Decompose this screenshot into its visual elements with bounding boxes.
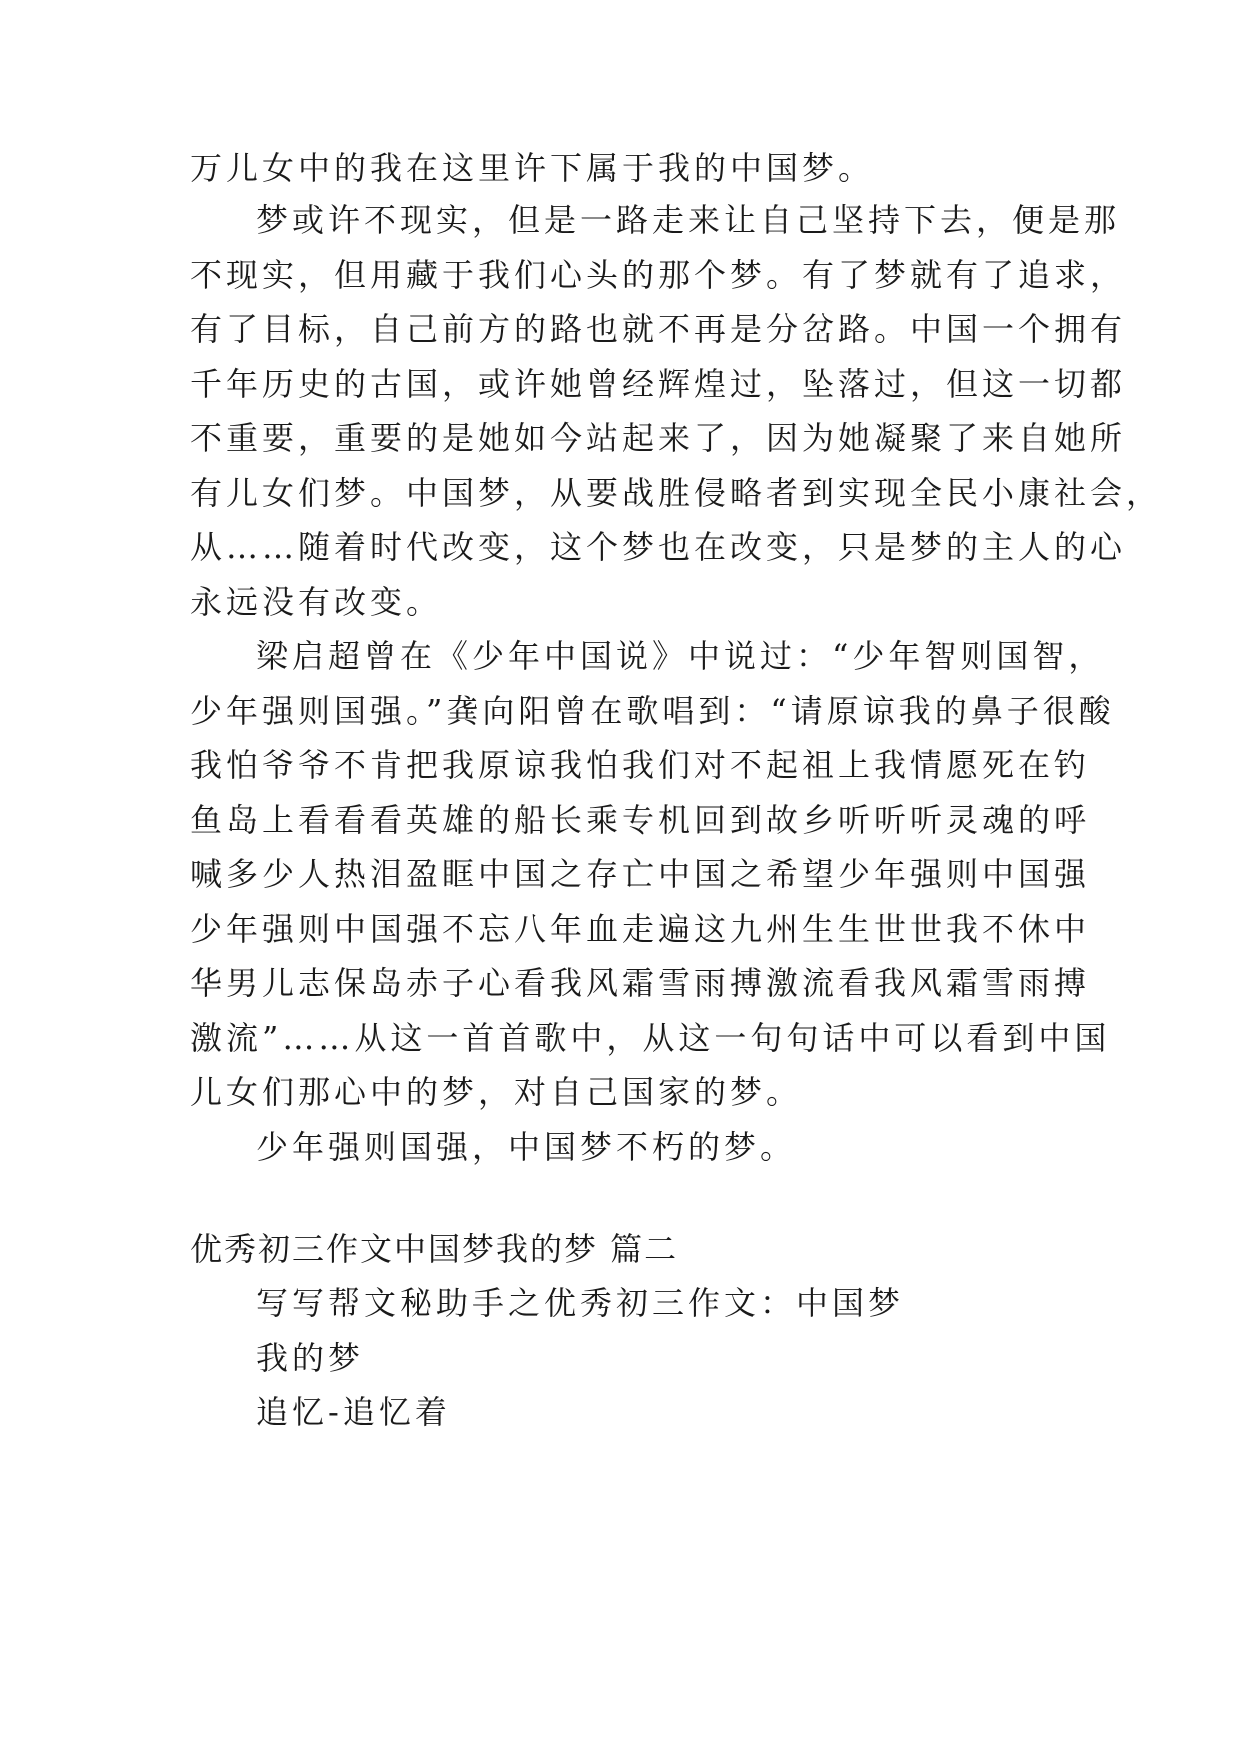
paragraph-line: 万儿女中的我在这里许下属于我的中国梦。 bbox=[190, 149, 875, 187]
section-heading: 优秀初三作文中国梦我的梦 篇二 bbox=[190, 1230, 679, 1268]
paragraph-line: 鱼岛上看看看英雄的船长乘专机回到故乡听听听灵魂的呼 bbox=[190, 801, 1091, 839]
paragraph-line: 我怕爷爷不肯把我原谅我怕我们对不起祖上我情愿死在钓 bbox=[190, 746, 1091, 784]
paragraph-line: 不重要，重要的是她如今站起来了，因为她凝聚了来自她所 bbox=[190, 419, 1127, 457]
section-subtitle: 追忆-追忆着 bbox=[256, 1393, 451, 1431]
paragraph-line: 梦或许不现实，但是一路走来让自己坚持下去，便是那 bbox=[256, 201, 1121, 239]
paragraph-line: 少年强则国强，中国梦不朽的梦。 bbox=[256, 1128, 797, 1166]
paragraph-line: 永远没有改变。 bbox=[190, 583, 443, 621]
section-subtitle: 我的梦 bbox=[256, 1339, 365, 1377]
paragraph-line: 少年强则中国强不忘八年血走遍这九州生生世世我不休中 bbox=[190, 910, 1091, 948]
paragraph-line: 激流”……从这一首首歌中，从这一句句话中可以看到中国 bbox=[190, 1019, 1111, 1057]
paragraph-line: 千年历史的古国，或许她曾经辉煌过，坠落过，但这一切都 bbox=[190, 365, 1127, 403]
paragraph-line: 有儿女们梦。中国梦，从要战胜侵略者到实现全民小康社会， bbox=[190, 474, 1163, 512]
paragraph-line: 少年强则国强。”龚向阳曾在歌唱到：“请原谅我的鼻子很酸 bbox=[190, 692, 1115, 730]
section-subtitle: 写写帮文秘助手之优秀初三作文：中国梦 bbox=[256, 1284, 905, 1322]
paragraph-line: 华男儿志保岛赤子心看我风霜雪雨搏激流看我风霜雪雨搏 bbox=[190, 964, 1091, 1002]
paragraph-line: 喊多少人热泪盈眶中国之存亡中国之希望少年强则中国强 bbox=[190, 855, 1091, 893]
paragraph-line: 不现实，但用藏于我们心头的那个梦。有了梦就有了追求， bbox=[190, 256, 1127, 294]
paragraph-line: 儿女们那心中的梦，对自己国家的梦。 bbox=[190, 1073, 803, 1111]
paragraph-line: 有了目标，自己前方的路也就不再是分岔路。中国一个拥有 bbox=[190, 310, 1127, 348]
paragraph-line: 从……随着时代改变，这个梦也在改变，只是梦的主人的心 bbox=[190, 528, 1127, 566]
paragraph-line: 梁启超曾在《少年中国说》中说过：“少年智则国智， bbox=[256, 637, 1105, 675]
